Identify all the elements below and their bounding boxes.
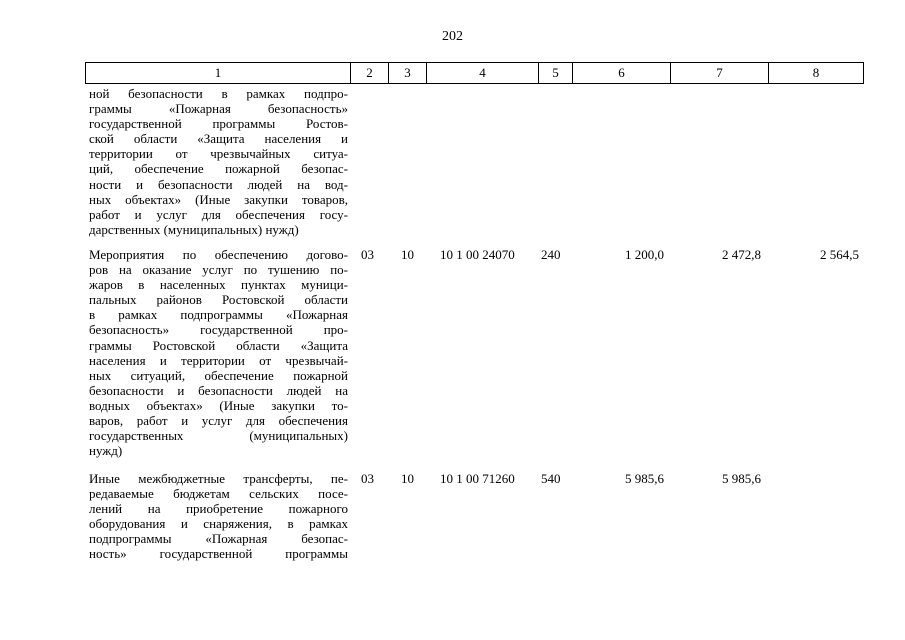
description-line: территории от чрезвычайных ситуа- — [89, 146, 348, 162]
description-line: Иные межбюджетные трансферты, пе- — [89, 471, 348, 486]
page-number: 202 — [442, 29, 463, 44]
description-line: ности и безопасности людей на вод- — [89, 176, 348, 192]
cell-expense-type: 240 — [541, 247, 561, 262]
table-header-row — [85, 62, 864, 84]
description-line: ций, обеспечение пожарной безопас- — [89, 161, 348, 177]
cell-target-article: 10 1 00 24070 — [440, 247, 515, 262]
description-line: ность» государственной программы — [89, 546, 348, 562]
cell-amount-year-2: 5 985,6 — [722, 471, 761, 486]
row-description — [89, 471, 348, 562]
description-line: безопасности и безопасности людей на — [89, 382, 348, 398]
description-line: пальных районов Ростовской области — [89, 292, 348, 308]
header-col-4: 4 — [426, 63, 538, 83]
description-line: граммы «Пожарная безопасность» — [89, 101, 348, 117]
description-line: государственных (муниципальных) — [89, 428, 348, 444]
description-line: работ и услуг для обеспечения госу- — [89, 206, 348, 222]
cell-target-article: 10 1 00 71260 — [440, 471, 515, 486]
description-line: подпрограммы «Пожарная безопас- — [89, 531, 348, 547]
description-line: граммы Ростовской области «Защита — [89, 337, 348, 353]
description-line: редаваемые бюджетам сельских посе- — [89, 486, 348, 502]
description-line: ров на оказание услуг по тушению по- — [89, 262, 348, 278]
description-line: ской области «Защита населения и — [89, 131, 348, 147]
cell-section: 03 — [361, 247, 374, 262]
description-line: в рамках подпрограммы «Пожарная — [89, 307, 348, 323]
description-line: водных объектах» (Иные закупки то- — [89, 397, 348, 413]
row-description — [89, 86, 348, 237]
description-line: государственной программы Ростов- — [89, 116, 348, 132]
header-col-2: 2 — [350, 63, 388, 83]
description-line: дарственных (муниципальных) нужд) — [89, 221, 299, 237]
header-col-5: 5 — [538, 63, 572, 83]
cell-amount-year-1: 5 985,6 — [625, 471, 664, 486]
budget-table — [85, 62, 864, 562]
description-line: Мероприятия по обеспечению догово- — [89, 247, 348, 262]
description-line: ных ситуаций, обеспечение пожарной — [89, 367, 348, 383]
cell-amount-year-3: 2 564,5 — [820, 247, 859, 262]
cell-expense-type: 540 — [541, 471, 561, 486]
cell-amount-year-1: 1 200,0 — [625, 247, 664, 262]
cell-subsection: 10 — [401, 247, 414, 262]
description-line: населения и территории от чрезвычай- — [89, 352, 348, 368]
cell-section: 03 — [361, 471, 374, 486]
row-description — [89, 247, 348, 458]
description-line: оборудования и снаряжения, в рамках — [89, 516, 348, 532]
header-col-7: 7 — [670, 63, 768, 83]
description-line: жаров в населенных пунктах муници- — [89, 277, 348, 293]
description-line: ной безопасности в рамках подпро- — [89, 86, 348, 101]
description-line: нужд) — [89, 443, 123, 459]
cell-amount-year-2: 2 472,8 — [722, 247, 761, 262]
header-col-6: 6 — [572, 63, 670, 83]
header-col-8: 8 — [768, 63, 863, 83]
description-line: ных объектах» (Иные закупки товаров, — [89, 191, 348, 207]
description-line: безопасность» государственной про- — [89, 322, 348, 338]
header-col-1: 1 — [214, 65, 222, 80]
cell-subsection: 10 — [401, 471, 414, 486]
description-line: лений на приобретение пожарного — [89, 501, 348, 517]
header-col-3: 3 — [388, 63, 426, 83]
description-line: варов, работ и услуг для обеспечения — [89, 413, 348, 429]
